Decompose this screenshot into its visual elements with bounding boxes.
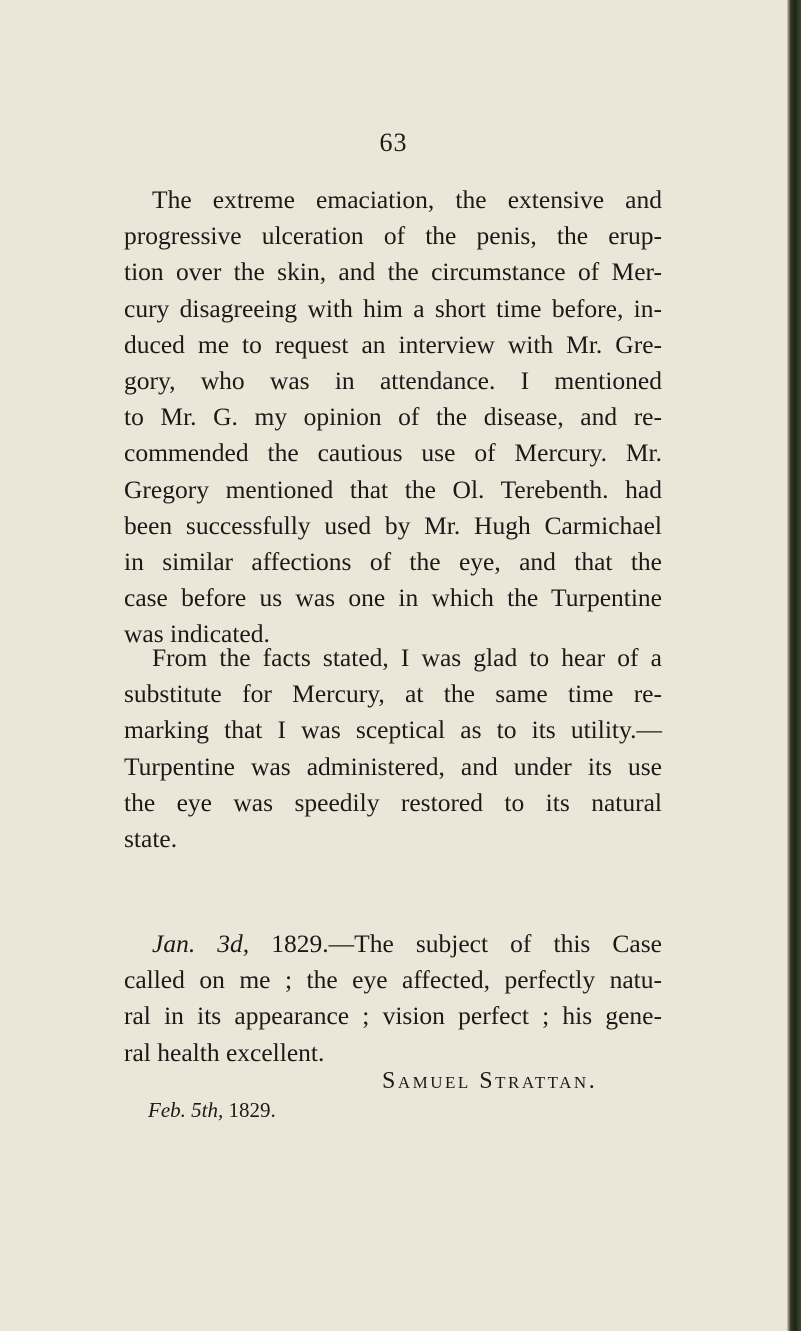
- text-line: gory, who was in attendance. I mentioned: [124, 365, 662, 395]
- letter-date: [148, 1098, 276, 1123]
- text-line: From the facts stated, I was glad to hear of a: [152, 643, 662, 672]
- text-line: case before us was one in which the Turpentine: [124, 583, 662, 613]
- text-line: state.: [124, 823, 178, 853]
- text-line: been successfully used by Mr. Hugh Carmichael: [124, 510, 662, 540]
- text-line: duced me to request an interview with Mr. Gre-: [124, 329, 662, 359]
- date-day: Feb. 5th,: [148, 1098, 224, 1122]
- text-line: progressive ulceration of the penis, the erup-: [124, 221, 662, 251]
- lead-text: 1829.—The subject of this Case: [249, 929, 662, 958]
- paragraph-2: [124, 640, 662, 857]
- text-line: called on me ; the eye affected, perfectly natu-: [124, 965, 662, 995]
- text-line: [124, 926, 662, 962]
- text-line: in similar affections of the eye, and that the: [124, 546, 662, 576]
- date-year: 1829.: [228, 1098, 276, 1122]
- text-line: marking that I was sceptical as to its utility.—: [124, 715, 662, 745]
- text-line: ral in its appearance ; vision perfect ; his gene-: [124, 1001, 662, 1031]
- text-line: cury disagreeing with him a short time before, in-: [124, 293, 662, 323]
- text-line: ral health excellent.: [124, 1037, 325, 1067]
- text-line: The extreme emaciation, the extensive and: [152, 185, 662, 214]
- text-line: the eye was speedily restored to its natural: [124, 787, 662, 817]
- text-line: commended the cautious use of Mercury. Mr.: [124, 438, 662, 468]
- paragraph-3: [124, 926, 662, 1071]
- text-line: Turpentine was administered, and under its use: [124, 751, 662, 781]
- text-line: Gregory mentioned that the Ol. Terebenth. had: [124, 474, 662, 504]
- date-lead: Jan. 3d,: [152, 929, 250, 958]
- text-line: tion over the skin, and the circumstance of Mer-: [124, 257, 662, 287]
- page-number: 63: [379, 128, 408, 157]
- text-line: was indicated.: [124, 619, 270, 649]
- text-line: to Mr. G. my opinion of the disease, and re-: [124, 402, 662, 432]
- paragraph-1: [124, 182, 662, 652]
- book-binding-edge: [787, 0, 801, 1331]
- text-line: substitute for Mercury, at the same time re-: [124, 679, 662, 709]
- signature: Samuel Strattan.: [382, 1068, 598, 1094]
